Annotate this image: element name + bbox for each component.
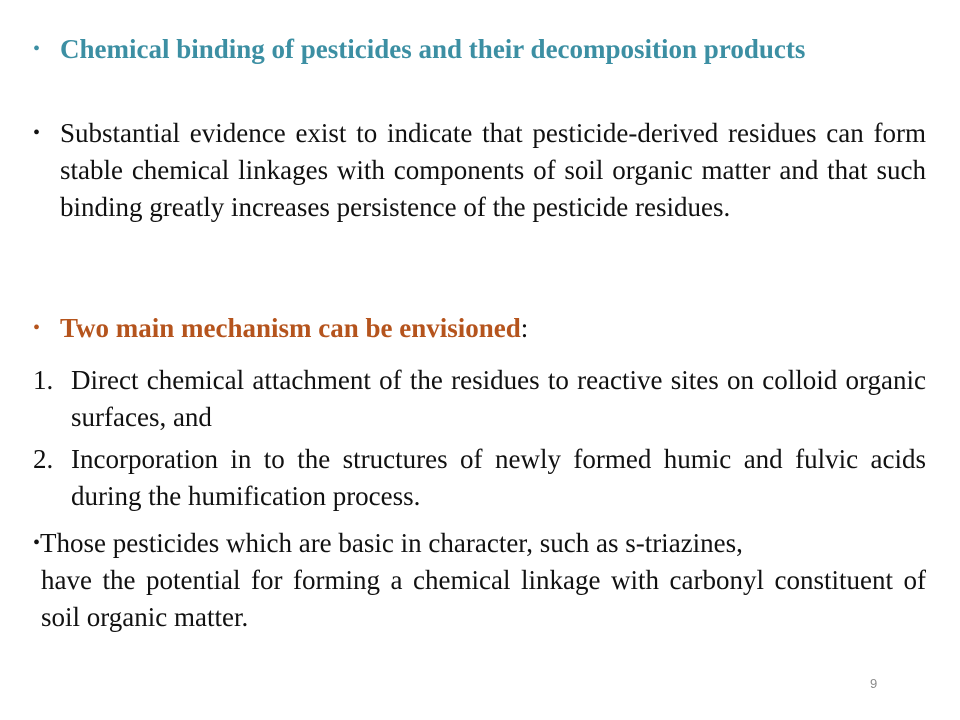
basic-first-line-text: Those pesticides which are basic in character, such as s-triazines, (40, 528, 743, 558)
basic-pesticides-paragraph (33, 525, 926, 636)
list-number: 2. (33, 444, 54, 474)
mechanism-item-1: Direct chemical attachment of the residues to reactive sites on colloid organic surfaces, and (71, 365, 926, 432)
mechanisms-heading-line (60, 310, 926, 347)
evidence-paragraph: Substantial evidence exist to indicate that pesticide-derived residues can form stable chemical linkages with components of soil organic matter and that such binding greatly increases persistence of the pesticide residues. (60, 118, 926, 222)
mechanisms-colon: : (520, 313, 529, 343)
mechanisms-heading: Two main mechanism can be envisioned (60, 313, 521, 343)
slide-title: Chemical binding of pesticides and their decomposition products (60, 34, 806, 64)
bullet-icon: • (33, 317, 41, 339)
bullet-icon: • (33, 38, 41, 60)
page-number: 9 (870, 676, 878, 691)
mechanism-item-2: Incorporation in to the structures of newly formed humic and fulvic acids during the humification process. (71, 444, 926, 511)
basic-rest-text: have the potential for forming a chemical linkage with carbonyl constituent of soil organic matter. (41, 565, 926, 632)
bullet-icon: • (33, 122, 41, 144)
list-number: 1. (33, 365, 54, 395)
bullet-icon: • (33, 532, 41, 554)
basic-first-line (33, 525, 926, 562)
